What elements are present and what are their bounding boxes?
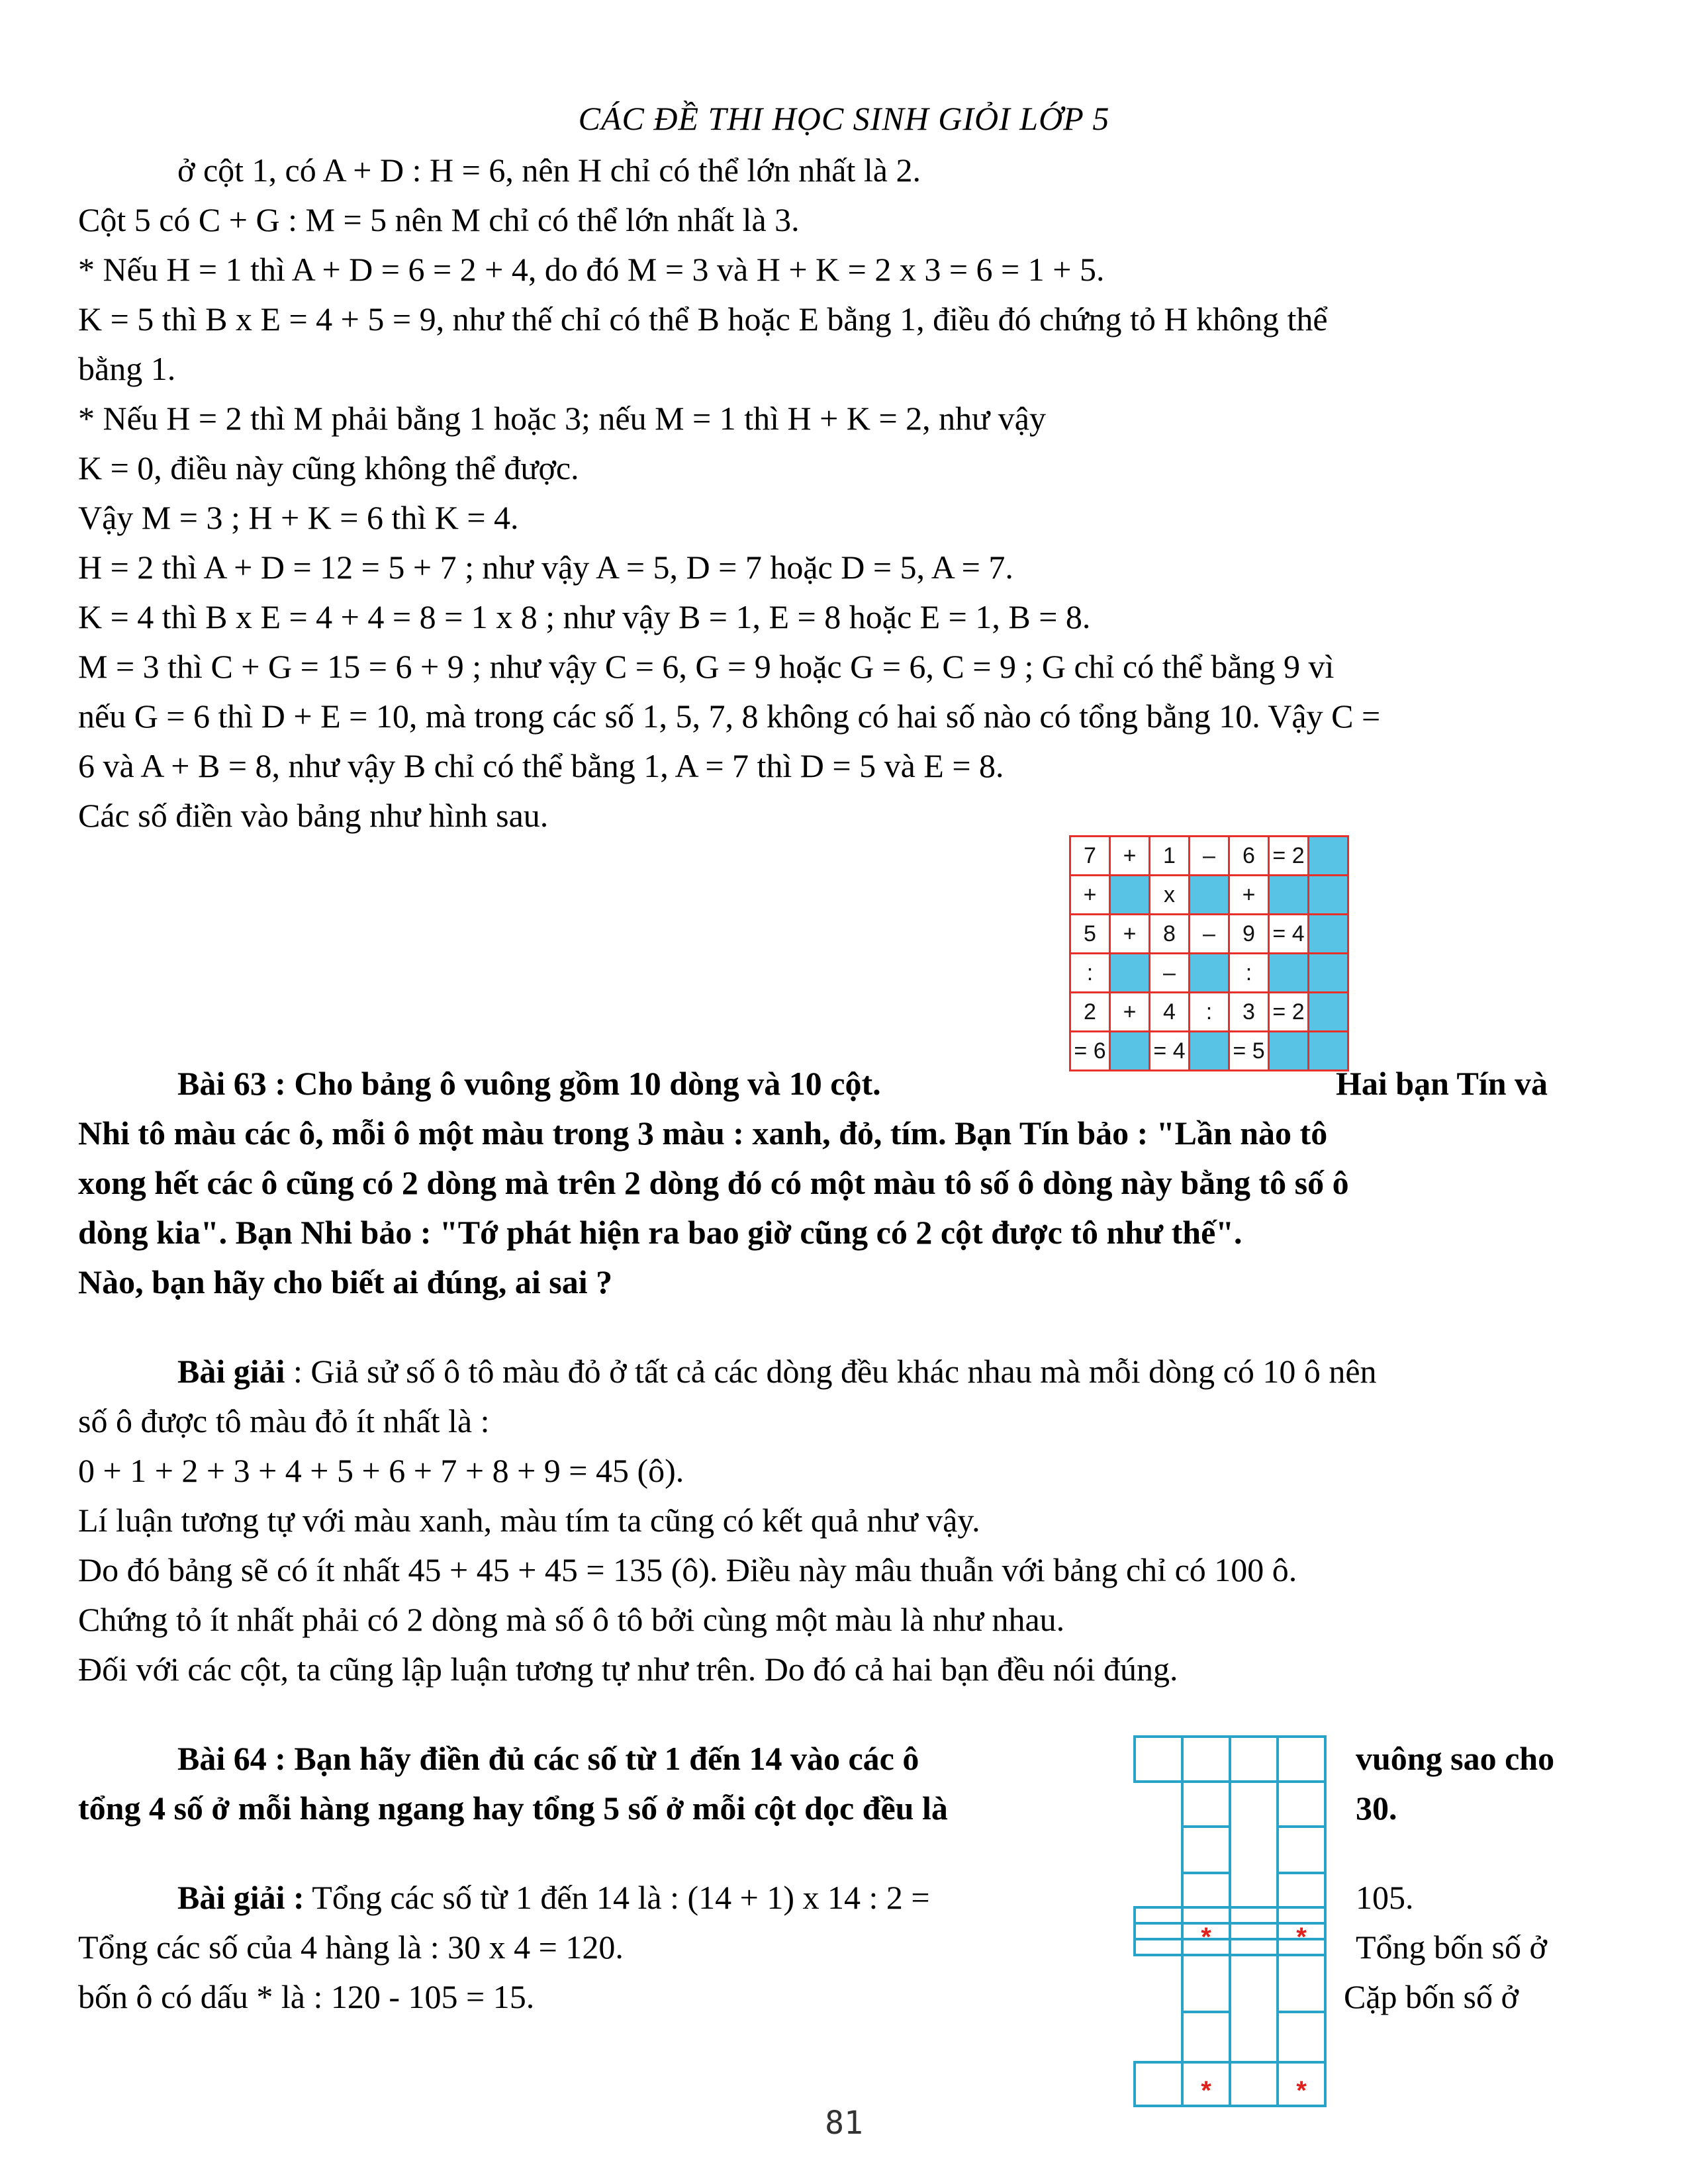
- grid-cell: +: [1071, 876, 1109, 913]
- text-line: H = 2 thì A + D = 12 = 5 + 7 ; như vậy A = 5, D = 7 hoặc D = 5, A = 7.: [78, 549, 1013, 586]
- star-mark: *: [1296, 1923, 1307, 1952]
- grid-cell: +: [1230, 876, 1268, 913]
- star-mark: *: [1296, 2076, 1307, 2105]
- grid-cell: 3: [1230, 993, 1268, 1030]
- grid-cell: 1: [1150, 837, 1188, 874]
- grid-cell-shaded: [1309, 993, 1347, 1030]
- star-mark: *: [1201, 2076, 1211, 2105]
- solution-63-line: số ô được tô màu đỏ ít nhất là :: [78, 1402, 490, 1439]
- grid-cell: 9: [1230, 915, 1268, 952]
- grid-cell: 4: [1150, 993, 1188, 1030]
- text-line: * Nếu H = 1 thì A + D = 6 = 2 + 4, do đó M = 3 và H + K = 2 x 3 = 6 = 1 + 5.: [78, 251, 1105, 288]
- arithmetic-grid: [1069, 835, 1349, 1071]
- page-header: CÁC ĐỀ THI HỌC SINH GIỎI LỚP 5: [578, 100, 1110, 137]
- solution-64-text: 105.: [1356, 1879, 1414, 1916]
- grid-cell-shaded: [1309, 837, 1347, 874]
- text-line: 6 và A + B = 8, như vậy B chỉ có thể bằng 1, A = 7 thì D = 5 và E = 8.: [78, 747, 1004, 784]
- solution-63-line: Lí luận tương tự với màu xanh, màu tím ta cũng có kết quả như vậy.: [78, 1502, 980, 1539]
- solution-64-text: Tổng bốn số ở: [1356, 1929, 1547, 1966]
- problem-63-text: Nào, bạn hãy cho biết ai đúng, ai sai ?: [78, 1263, 613, 1300]
- page-number: 81: [825, 2105, 863, 2142]
- solution-label: Bài giải :: [177, 1879, 305, 1916]
- grid-cell: 5: [1071, 915, 1109, 952]
- grid-cell-shaded: [1270, 1032, 1307, 1069]
- solution-64-text: Cặp bốn số ở: [1344, 1978, 1519, 2015]
- solution-63-line: Do đó bảng sẽ có ít nhất 45 + 45 + 45 = 135 (ô). Điều này mâu thuẫn với bảng chỉ có 100 ô.: [78, 1551, 1297, 1588]
- grid-cell-shaded: [1111, 876, 1149, 913]
- grid-cell: 8: [1150, 915, 1188, 952]
- solution-63-line: 0 + 1 + 2 + 3 + 4 + 5 + 6 + 7 + 8 + 9 = 45 (ô).: [78, 1452, 684, 1489]
- problem-63-text: dòng kia". Bạn Nhi bảo : "Tớ phát hiện ra bao giờ cũng có 2 cột được tô như thế".: [78, 1214, 1243, 1251]
- grid-cell: = 6: [1071, 1032, 1109, 1069]
- problem-64-text: tổng 4 số ở mỗi hàng ngang hay tổng 5 số ở mỗi cột dọc đều là: [78, 1790, 948, 1827]
- grid-cell-shaded: [1270, 954, 1307, 991]
- solution-label: Bài giải: [177, 1353, 285, 1390]
- solution-63-line: Đối với các cột, ta cũng lập luận tương tự như trên. Do đó cả hai bạn đều nói đúng.: [78, 1651, 1178, 1688]
- solution-64-line: bốn ô có dấu * là : 120 - 105 = 15.: [78, 1978, 535, 2015]
- grid-cell: = 5: [1230, 1032, 1268, 1069]
- solution-text: : Giả sử số ô tô màu đỏ ở tất cả các dòng đều khác nhau mà mỗi dòng có 10 ô nên: [285, 1353, 1377, 1390]
- text-line: K = 0, điều này cũng không thể được.: [78, 449, 579, 486]
- grid-cell: :: [1190, 993, 1228, 1030]
- grid-cell-shaded: [1309, 915, 1347, 952]
- solution-63-line: [177, 1347, 1377, 1396]
- grid-cell: :: [1230, 954, 1268, 991]
- text-line: Cột 5 có C + G : M = 5 nên M chỉ có thể lớn nhất là 3.: [78, 201, 800, 238]
- problem-63-text: xong hết các ô cũng có 2 dòng mà trên 2 dòng đó có một màu tô số ô dòng này bằng tô số ô: [78, 1164, 1349, 1201]
- grid-cell-shaded: [1111, 954, 1149, 991]
- grid-cell-shaded: [1309, 954, 1347, 991]
- grid-cell-shaded: [1309, 876, 1347, 913]
- solution-64-line: [177, 1873, 930, 1922]
- grid-cell-shaded: [1270, 876, 1307, 913]
- problem-63-text: Nhi tô màu các ô, mỗi ô một màu trong 3 màu : xanh, đỏ, tím. Bạn Tín bảo : "Lần nào tô: [78, 1115, 1328, 1152]
- problem-64-text: vuông sao cho: [1356, 1740, 1555, 1777]
- number-grid-figure: [1132, 1734, 1331, 2111]
- text-line: K = 5 thì B x E = 4 + 5 = 9, như thế chỉ có thể B hoặc E bằng 1, điều đó chứng tỏ H không thể: [78, 300, 1328, 338]
- grid-cell: –: [1150, 954, 1188, 991]
- solution-64-line: Tổng các số của 4 hàng là : 30 x 4 = 120.: [78, 1929, 624, 1966]
- grid-cell: x: [1150, 876, 1188, 913]
- text-line: nếu G = 6 thì D + E = 10, mà trong các số 1, 5, 7, 8 không có hai số nào có tổng bằng 10. Vậy C =: [78, 698, 1381, 735]
- grid-cell-shaded: [1190, 954, 1228, 991]
- grid-cell: :: [1071, 954, 1109, 991]
- grid-cell: –: [1190, 837, 1228, 874]
- grid-cell: = 4: [1150, 1032, 1188, 1069]
- text-line: * Nếu H = 2 thì M phải bằng 1 hoặc 3; nếu M = 1 thì H + K = 2, như vậy: [78, 400, 1046, 437]
- text-line: ở cột 1, có A + D : H = 6, nên H chỉ có thể lớn nhất là 2.: [177, 152, 921, 189]
- grid-cell: +: [1111, 993, 1149, 1030]
- grid-cell: = 4: [1270, 915, 1307, 952]
- grid-cell: 7: [1071, 837, 1109, 874]
- text-line: bằng 1.: [78, 350, 176, 387]
- grid-cell: 2: [1071, 993, 1109, 1030]
- text-line: Các số điền vào bảng như hình sau.: [78, 797, 549, 834]
- problem-64-text: 30.: [1356, 1790, 1397, 1827]
- grid-cell: +: [1111, 915, 1149, 952]
- grid-cell-shaded: [1190, 1032, 1228, 1069]
- grid-cell: = 2: [1270, 993, 1307, 1030]
- problem-63-title: Bài 63 : Cho bảng ô vuông gồm 10 dòng và 10 cột.: [177, 1065, 881, 1102]
- text-line: K = 4 thì B x E = 4 + 4 = 8 = 1 x 8 ; như vậy B = 1, E = 8 hoặc E = 1, B = 8.: [78, 598, 1091, 635]
- grid-cell-shaded: [1111, 1032, 1149, 1069]
- star-mark: *: [1201, 1923, 1211, 1952]
- grid-cell: –: [1190, 915, 1228, 952]
- figure-svg: [1132, 1734, 1331, 2111]
- grid-cell: +: [1111, 837, 1149, 874]
- text-line: M = 3 thì C + G = 15 = 6 + 9 ; như vậy C = 6, G = 9 hoặc G = 6, C = 9 ; G chỉ có thể bằng 9 vì: [78, 648, 1335, 685]
- grid-cell-shaded: [1190, 876, 1228, 913]
- grid-cell: 6: [1230, 837, 1268, 874]
- solution-63-line: Chứng tỏ ít nhất phải có 2 dòng mà số ô tô bởi cùng một màu là như nhau.: [78, 1601, 1065, 1638]
- problem-64-title: Bài 64 : Bạn hãy điền đủ các số từ 1 đến 14 vào các ô: [177, 1740, 919, 1777]
- solution-text: Tổng các số từ 1 đến 14 là : (14 + 1) x 14 : 2 =: [304, 1879, 930, 1916]
- problem-63-text: Hai bạn Tín và: [1336, 1065, 1548, 1102]
- grid-cell: = 2: [1270, 837, 1307, 874]
- text-line: Vậy M = 3 ; H + K = 6 thì K = 4.: [78, 499, 519, 536]
